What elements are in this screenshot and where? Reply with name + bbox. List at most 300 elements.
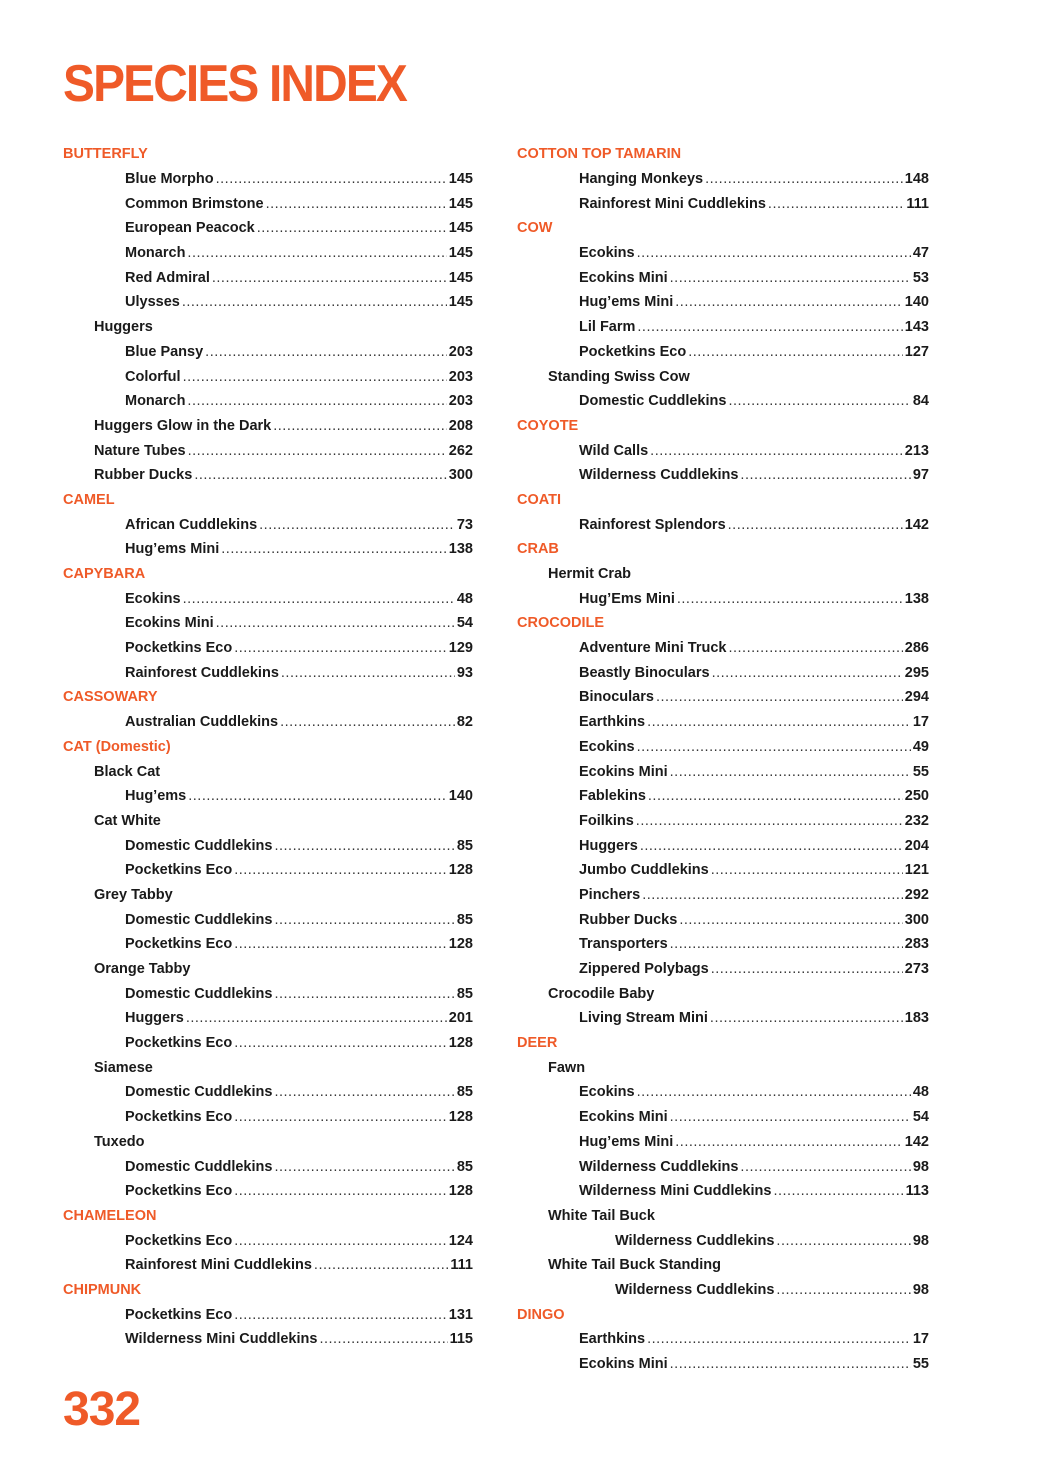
- entry-page-number: 183: [904, 1010, 929, 1027]
- entry-name: COTTON TOP TAMARIN: [517, 146, 682, 163]
- entry-name: Ecokins Mini: [579, 1109, 668, 1126]
- leader-dots: [259, 517, 455, 533]
- entry-name: Hug’ems Mini: [579, 294, 674, 311]
- subgroup-entry: [517, 1055, 929, 1080]
- entry-name: Cat White: [94, 812, 161, 829]
- entry-name: Wilderness Cuddlekins: [615, 1281, 775, 1298]
- entry-name: DINGO: [517, 1306, 565, 1323]
- entry-page-number: 140: [448, 788, 473, 805]
- category-heading: [63, 562, 473, 587]
- index-entry: [517, 1105, 929, 1130]
- page-number: 332: [63, 1383, 141, 1436]
- leader-dots: [257, 220, 447, 236]
- entry-page-number: 84: [912, 393, 929, 410]
- entry-name: Domestic Cuddlekins: [579, 393, 727, 410]
- leader-dots: [234, 862, 447, 878]
- index-entry: [63, 1302, 473, 1327]
- entry-name: BUTTERFLY: [63, 146, 148, 163]
- category-heading: [517, 537, 929, 562]
- entry-page-number: 85: [456, 985, 473, 1002]
- entry-name: Hug’Ems Mini: [579, 590, 675, 607]
- category-heading: [517, 142, 929, 167]
- leader-dots: [637, 1084, 911, 1100]
- entry-page-number: 128: [448, 1183, 473, 1200]
- index-entry: [63, 1006, 473, 1031]
- entry-name: Pocketkins Eco: [125, 1306, 233, 1323]
- subgroup-entry: [63, 759, 473, 784]
- leader-dots: [647, 1331, 911, 1347]
- leader-dots: [212, 270, 447, 286]
- index-entry: [63, 389, 473, 414]
- entry-page-number: 127: [904, 343, 929, 360]
- entry-page-number: 17: [912, 714, 929, 731]
- index-entry: [63, 660, 473, 685]
- entry-name: Earthkins: [579, 714, 646, 731]
- index-entry: [517, 463, 929, 488]
- entry-name: Domestic Cuddlekins: [125, 1158, 273, 1175]
- subgroup-entry: [63, 438, 473, 463]
- entry-name: Fawn: [548, 1059, 586, 1076]
- index-entry: [517, 1080, 929, 1105]
- entry-name: Domestic Cuddlekins: [125, 1084, 273, 1101]
- entry-name: Rainforest Mini Cuddlekins: [579, 195, 766, 212]
- leader-dots: [728, 640, 902, 656]
- leader-dots: [274, 1159, 454, 1175]
- entry-page-number: 82: [456, 714, 473, 731]
- leader-dots: [675, 294, 903, 310]
- entry-name: Ecokins: [125, 590, 181, 607]
- entry-name: Blue Morpho: [125, 171, 214, 188]
- index-entry: [63, 907, 473, 932]
- leader-dots: [670, 936, 903, 952]
- index-entry: [517, 512, 929, 537]
- entry-name: Rubber Ducks: [579, 911, 678, 928]
- entry-name: Rubber Ducks: [94, 467, 193, 484]
- entry-name: CAT (Domestic): [63, 738, 171, 755]
- entry-page-number: 93: [456, 664, 473, 681]
- subgroup-entry: [63, 414, 473, 439]
- index-entry: [517, 759, 929, 784]
- entry-page-number: 85: [456, 1158, 473, 1175]
- entry-name: Domestic Cuddlekins: [125, 985, 273, 1002]
- leader-dots: [319, 1331, 447, 1347]
- index-entry: [517, 241, 929, 266]
- entry-page-number: 138: [448, 541, 473, 558]
- category-heading: [63, 488, 473, 513]
- entry-name: Ulysses: [125, 294, 180, 311]
- entry-name: Lil Farm: [579, 319, 636, 336]
- leader-dots: [636, 813, 903, 829]
- entry-page-number: 295: [904, 664, 929, 681]
- leader-dots: [234, 1233, 447, 1249]
- entry-name: Ecokins: [579, 738, 635, 755]
- entry-name: Hug’ems Mini: [579, 1133, 674, 1150]
- entry-page-number: 128: [448, 1035, 473, 1052]
- leader-dots: [710, 1010, 903, 1026]
- entry-page-number: 145: [448, 220, 473, 237]
- entry-page-number: 98: [912, 1232, 929, 1249]
- index-entry: [517, 1228, 929, 1253]
- leader-dots: [670, 1109, 911, 1125]
- entry-name: Standing Swiss Cow: [548, 368, 690, 385]
- leader-dots: [274, 1084, 454, 1100]
- index-entry: [63, 290, 473, 315]
- leader-dots: [234, 1183, 447, 1199]
- index-entry: [517, 340, 929, 365]
- category-heading: [517, 488, 929, 513]
- entry-page-number: 54: [912, 1109, 929, 1126]
- index-column-left: [63, 142, 473, 1352]
- subgroup-entry: [63, 883, 473, 908]
- leader-dots: [656, 689, 903, 705]
- leader-dots: [274, 912, 454, 928]
- leader-dots: [648, 788, 903, 804]
- leader-dots: [234, 936, 447, 952]
- entry-page-number: 55: [912, 1356, 929, 1373]
- leader-dots: [677, 591, 903, 607]
- entry-name: Zippered Polybags: [579, 961, 709, 978]
- index-entry: [517, 932, 929, 957]
- leader-dots: [705, 171, 903, 187]
- leader-dots: [188, 443, 447, 459]
- entry-name: CRAB: [517, 541, 559, 558]
- entry-page-number: 49: [912, 738, 929, 755]
- entry-name: CHAMELEON: [63, 1207, 157, 1224]
- subgroup-entry: [63, 463, 473, 488]
- entry-page-number: 145: [448, 245, 473, 262]
- index-entry: [63, 636, 473, 661]
- leader-dots: [221, 541, 447, 557]
- index-entry: [63, 1031, 473, 1056]
- entry-name: Wilderness Cuddlekins: [579, 1158, 739, 1175]
- entry-page-number: 131: [448, 1306, 473, 1323]
- leader-dots: [728, 393, 910, 409]
- entry-name: Monarch: [125, 245, 186, 262]
- entry-page-number: 145: [448, 195, 473, 212]
- entry-name: Ecokins Mini: [579, 1356, 668, 1373]
- index-entry: [63, 833, 473, 858]
- entry-name: Wilderness Mini Cuddlekins: [579, 1183, 772, 1200]
- subgroup-entry: [63, 809, 473, 834]
- entry-page-number: 208: [448, 417, 473, 434]
- index-entry: [517, 389, 929, 414]
- entry-name: Earthkins: [579, 1331, 646, 1348]
- index-entry: [63, 265, 473, 290]
- category-heading: [517, 1031, 929, 1056]
- index-entry: [517, 191, 929, 216]
- entry-name: Red Admiral: [125, 269, 210, 286]
- entry-page-number: 48: [912, 1084, 929, 1101]
- subgroup-entry: [63, 1055, 473, 1080]
- leader-dots: [642, 887, 903, 903]
- category-heading: [63, 1204, 473, 1229]
- index-entry: [517, 290, 929, 315]
- entry-page-number: 53: [912, 269, 929, 286]
- entry-name: Siamese: [94, 1059, 153, 1076]
- index-entry: [63, 191, 473, 216]
- index-entry: [517, 883, 929, 908]
- index-entry: [517, 1006, 929, 1031]
- entry-page-number: 129: [448, 640, 473, 657]
- entry-page-number: 262: [448, 442, 473, 459]
- entry-name: COW: [517, 220, 553, 237]
- leader-dots: [711, 961, 903, 977]
- entry-name: Hug’ems: [125, 788, 187, 805]
- index-entry: [63, 1154, 473, 1179]
- index-entry: [517, 636, 929, 661]
- entry-page-number: 17: [912, 1331, 929, 1348]
- entry-name: Pocketkins Eco: [125, 862, 233, 879]
- index-entry: [517, 809, 929, 834]
- leader-dots: [740, 1159, 910, 1175]
- leader-dots: [711, 862, 903, 878]
- index-entry: [63, 512, 473, 537]
- entry-page-number: 54: [456, 615, 473, 632]
- entry-page-number: 250: [904, 788, 929, 805]
- leader-dots: [234, 1109, 447, 1125]
- entry-page-number: 201: [448, 1010, 473, 1027]
- index-entry: [517, 1278, 929, 1303]
- index-entry: [63, 241, 473, 266]
- leader-dots: [670, 764, 911, 780]
- entry-name: Beastly Binoculars: [579, 664, 710, 681]
- index-entry: [517, 586, 929, 611]
- entry-page-number: 115: [449, 1331, 473, 1348]
- entry-name: Living Stream Mini: [579, 1010, 708, 1027]
- subgroup-entry: [63, 1130, 473, 1155]
- entry-name: Rainforest Mini Cuddlekins: [125, 1257, 312, 1274]
- leader-dots: [205, 344, 447, 360]
- entry-page-number: 47: [912, 245, 929, 262]
- leader-dots: [194, 467, 446, 483]
- entry-page-number: 85: [456, 911, 473, 928]
- subgroup-entry: [517, 1204, 929, 1229]
- entry-name: Binoculars: [579, 689, 654, 706]
- index-entry: [517, 1179, 929, 1204]
- entry-page-number: 98: [912, 1158, 929, 1175]
- leader-dots: [650, 443, 903, 459]
- index-column-right: [517, 142, 929, 1376]
- leader-dots: [280, 714, 455, 730]
- entry-name: Huggers: [579, 837, 638, 854]
- entry-name: Ecokins: [579, 245, 635, 262]
- entry-name: Crocodile Baby: [548, 985, 655, 1002]
- index-entry: [63, 1253, 473, 1278]
- entry-page-number: 283: [904, 936, 929, 953]
- subgroup-entry: [517, 1253, 929, 1278]
- category-heading: [63, 685, 473, 710]
- subgroup-entry: [63, 315, 473, 340]
- index-entry: [517, 833, 929, 858]
- entry-name: Ecokins Mini: [579, 763, 668, 780]
- category-heading: [517, 611, 929, 636]
- entry-name: Foilkins: [579, 812, 634, 829]
- leader-dots: [186, 1010, 447, 1026]
- entry-name: Pocketkins Eco: [125, 1183, 233, 1200]
- index-entry: [517, 1327, 929, 1352]
- leader-dots: [216, 615, 455, 631]
- entry-page-number: 148: [904, 171, 929, 188]
- entry-name: Rainforest Splendors: [579, 516, 726, 533]
- entry-name: Orange Tabby: [94, 961, 191, 978]
- category-heading: [517, 414, 929, 439]
- index-entry: [63, 784, 473, 809]
- entry-page-number: 142: [904, 516, 929, 533]
- entry-name: Ecokins Mini: [125, 615, 214, 632]
- index-entry: [63, 710, 473, 735]
- entry-page-number: 124: [448, 1232, 473, 1249]
- entry-name: COATI: [517, 491, 562, 508]
- entry-page-number: 292: [904, 886, 929, 903]
- entry-name: Pocketkins Eco: [125, 1232, 233, 1249]
- leader-dots: [712, 665, 903, 681]
- entry-page-number: 300: [448, 467, 473, 484]
- leader-dots: [216, 171, 447, 187]
- entry-page-number: 85: [456, 837, 473, 854]
- entry-name: Rainforest Cuddlekins: [125, 664, 279, 681]
- leader-dots: [740, 467, 910, 483]
- leader-dots: [183, 369, 447, 385]
- entry-page-number: 204: [904, 837, 929, 854]
- entry-name: Black Cat: [94, 763, 161, 780]
- page-title: SPECIES INDEX: [63, 55, 406, 113]
- entry-name: Wild Calls: [579, 442, 649, 459]
- leader-dots: [182, 294, 447, 310]
- entry-name: Pocketkins Eco: [125, 640, 233, 657]
- entry-name: Huggers: [125, 1010, 184, 1027]
- index-entry: [63, 537, 473, 562]
- leader-dots: [183, 591, 455, 607]
- leader-dots: [675, 1134, 903, 1150]
- entry-name: CHIPMUNK: [63, 1281, 142, 1298]
- entry-name: Pocketkins Eco: [125, 1035, 233, 1052]
- entry-name: Domestic Cuddlekins: [125, 837, 273, 854]
- index-entry: [517, 660, 929, 685]
- index-entry: [63, 1080, 473, 1105]
- leader-dots: [776, 1282, 910, 1298]
- leader-dots: [234, 1307, 447, 1323]
- leader-dots: [637, 245, 911, 261]
- leader-dots: [273, 418, 447, 434]
- index-entry: [517, 438, 929, 463]
- entry-page-number: 111: [906, 195, 929, 212]
- entry-page-number: 203: [448, 343, 473, 360]
- leader-dots: [188, 788, 447, 804]
- leader-dots: [647, 714, 911, 730]
- entry-name: Nature Tubes: [94, 442, 186, 459]
- index-entry: [63, 586, 473, 611]
- entry-page-number: 286: [904, 640, 929, 657]
- index-entry: [63, 216, 473, 241]
- entry-name: Huggers: [94, 319, 153, 336]
- index-entry: [63, 1228, 473, 1253]
- subgroup-entry: [517, 364, 929, 389]
- entry-page-number: 48: [456, 590, 473, 607]
- index-entry: [517, 265, 929, 290]
- leader-dots: [688, 344, 903, 360]
- leader-dots: [187, 245, 446, 261]
- entry-page-number: 128: [448, 1109, 473, 1126]
- leader-dots: [274, 838, 454, 854]
- entry-page-number: 138: [904, 590, 929, 607]
- entry-page-number: 140: [904, 294, 929, 311]
- subgroup-entry: [517, 562, 929, 587]
- category-heading: [63, 1278, 473, 1303]
- entry-page-number: 145: [448, 269, 473, 286]
- entry-name: Grey Tabby: [94, 886, 173, 903]
- entry-name: CAPYBARA: [63, 566, 146, 583]
- index-entry: [517, 1130, 929, 1155]
- entry-name: CAMEL: [63, 491, 115, 508]
- entry-page-number: 128: [448, 862, 473, 879]
- entry-name: DEER: [517, 1035, 558, 1052]
- index-entry: [63, 611, 473, 636]
- entry-page-number: 142: [904, 1133, 929, 1150]
- category-heading: [63, 142, 473, 167]
- entry-page-number: 143: [904, 319, 929, 336]
- entry-name: White Tail Buck: [548, 1207, 655, 1224]
- index-entry: [63, 858, 473, 883]
- entry-page-number: 121: [904, 862, 929, 879]
- index-entry: [63, 364, 473, 389]
- entry-page-number: 98: [912, 1281, 929, 1298]
- entry-name: Pocketkins Eco: [125, 1109, 233, 1126]
- index-entry: [63, 1327, 473, 1352]
- entry-name: Blue Pansy: [125, 343, 204, 360]
- leader-dots: [768, 196, 904, 212]
- index-entry: [63, 1179, 473, 1204]
- category-heading: [517, 1302, 929, 1327]
- entry-name: Huggers Glow in the Dark: [94, 417, 272, 434]
- leader-dots: [637, 739, 911, 755]
- index-entry: [63, 1105, 473, 1130]
- index-entry: [517, 784, 929, 809]
- entry-page-number: 273: [904, 961, 929, 978]
- entry-name: CROCODILE: [517, 615, 604, 632]
- entry-name: Monarch: [125, 393, 186, 410]
- entry-name: Transporters: [579, 936, 668, 953]
- leader-dots: [776, 1233, 910, 1249]
- category-heading: [63, 735, 473, 760]
- entry-name: Tuxedo: [94, 1133, 145, 1150]
- index-entry: [517, 907, 929, 932]
- entry-page-number: 113: [905, 1183, 929, 1200]
- index-entry: [517, 710, 929, 735]
- entry-page-number: 128: [448, 936, 473, 953]
- entry-name: Hanging Monkeys: [579, 171, 704, 188]
- index-entry: [63, 340, 473, 365]
- leader-dots: [281, 665, 455, 681]
- leader-dots: [728, 517, 903, 533]
- entry-name: Ecokins: [579, 1084, 635, 1101]
- entry-page-number: 213: [904, 442, 929, 459]
- entry-name: African Cuddlekins: [125, 516, 258, 533]
- index-entry: [517, 735, 929, 760]
- entry-page-number: 203: [448, 393, 473, 410]
- entry-name: Common Brimstone: [125, 195, 264, 212]
- leader-dots: [670, 270, 911, 286]
- leader-dots: [314, 1257, 448, 1273]
- entry-name: Australian Cuddlekins: [125, 714, 279, 731]
- index-entry: [517, 1154, 929, 1179]
- leader-dots: [234, 1035, 447, 1051]
- leader-dots: [679, 912, 902, 928]
- index-entry: [517, 685, 929, 710]
- leader-dots: [670, 1356, 911, 1372]
- entry-name: Colorful: [125, 368, 181, 385]
- index-entry: [517, 957, 929, 982]
- leader-dots: [773, 1183, 903, 1199]
